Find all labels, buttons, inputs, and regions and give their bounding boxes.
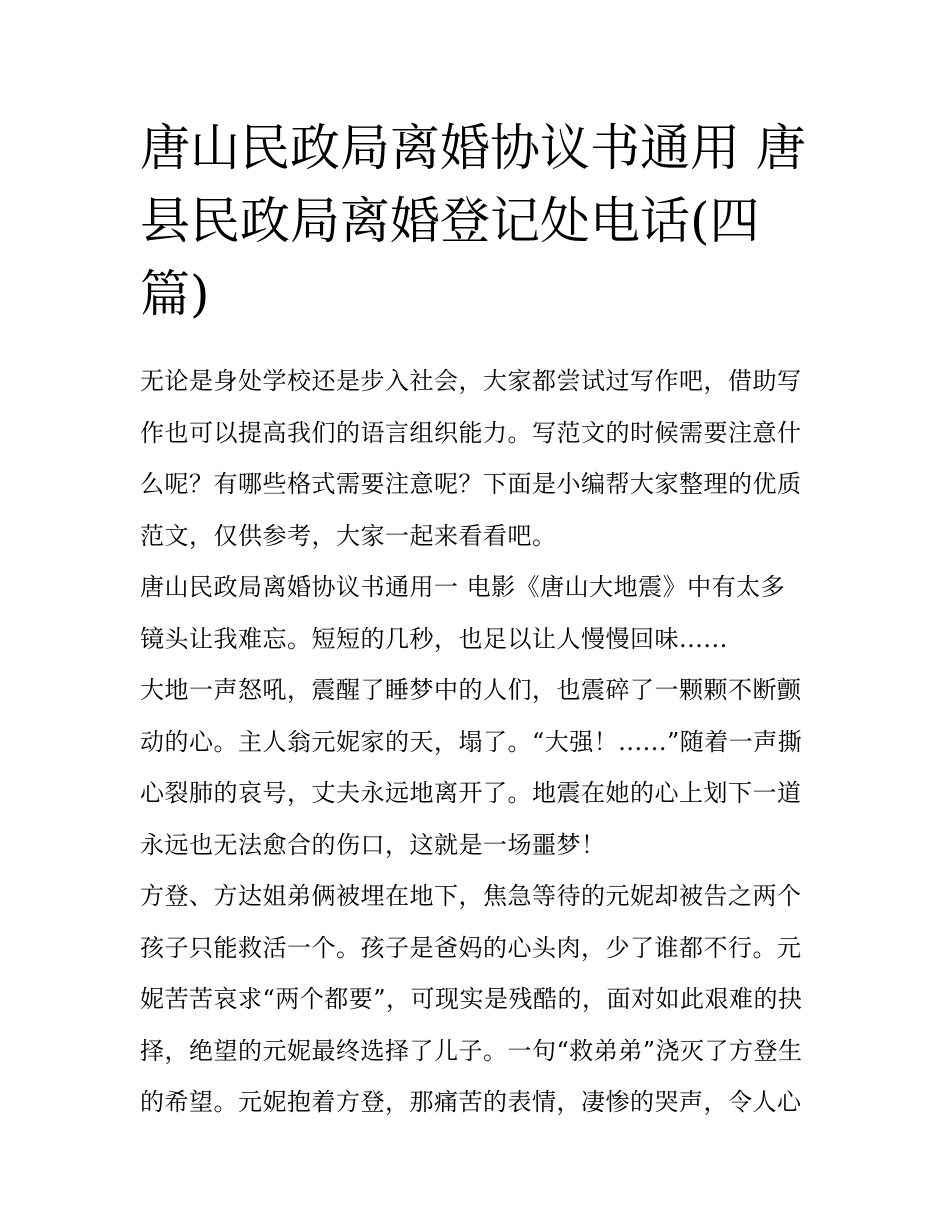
body-line: 唐山民政局离婚协议书通用一 电影《唐山大地震》中有太多 bbox=[140, 573, 786, 601]
title-line: 县民政局离婚登记处电话(四 bbox=[140, 192, 760, 250]
body-line: 孩子只能救活一个。孩子是爸妈的心头肉，少了谁都不行。元 bbox=[140, 933, 802, 962]
document-title bbox=[140, 112, 820, 331]
body-line: 动的心。主人翁元妮家的天，塌了。“大强！......”随着一声撕 bbox=[140, 727, 803, 756]
body-line: 范文，仅供参考，大家一起来看看吧。 bbox=[140, 521, 557, 550]
body-line: 作也可以提高我们的语言组织能力。写范文的时候需要注意什 bbox=[140, 418, 802, 447]
body-line: 大地一声怒吼，震醒了睡梦中的人们，也震碎了一颗颗不断颤 bbox=[140, 676, 802, 704]
body-line: 的希望。元妮抱着方登，那痛苦的表情，凄惨的哭声，令人心 bbox=[140, 1088, 802, 1116]
body-line: 镜头让我难忘。短短的几秒，也足以让人慢慢回味...... bbox=[140, 624, 728, 653]
body-line: 择，绝望的元妮最终选择了儿子。一句“救弟弟”浇灭了方登生 bbox=[140, 1036, 803, 1065]
body-line: 无论是身处学校还是步入社会，大家都尝试过写作吧，借助写 bbox=[140, 367, 802, 395]
body-line: 永远也无法愈合的伤口，这就是一场噩梦！ bbox=[140, 830, 606, 859]
body-line: 么呢？有哪些格式需要注意呢？下面是小编帮大家整理的优质 bbox=[140, 470, 802, 498]
body-line: 心裂肺的哀号，丈夫永远地离开了。地震在她的心上划下一道 bbox=[140, 779, 802, 807]
title-line: 唐山民政局离婚协议书通用 唐 bbox=[140, 119, 806, 177]
title-line: 篇) bbox=[140, 265, 210, 323]
document-body bbox=[140, 356, 830, 1129]
body-line: 方登、方达姐弟俩被埋在地下，焦急等待的元妮却被告之两个 bbox=[140, 882, 802, 910]
body-line: 妮苦苦哀求“两个都要”，可现实是残酷的，面对如此艰难的抉 bbox=[140, 985, 803, 1013]
